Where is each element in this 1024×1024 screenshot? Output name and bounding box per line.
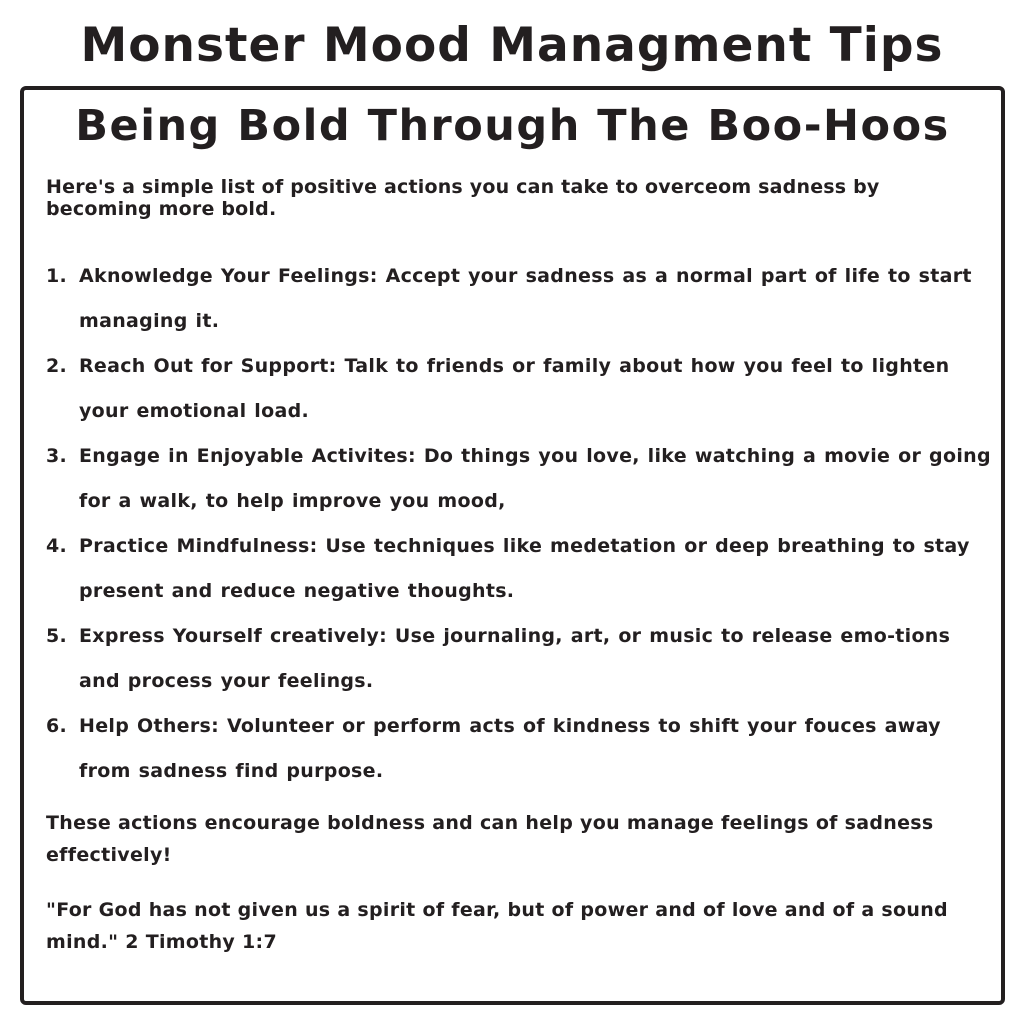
tip-item	[46, 344, 991, 434]
tip-text: Practice Mindfulness: Use techniques like medetation or deep breathing to stay present and reduce negative thoughts.	[79, 535, 970, 602]
tips-list	[46, 254, 991, 794]
tip-item	[46, 524, 991, 614]
tip-number: 3.	[46, 445, 68, 467]
tip-number: 4.	[46, 535, 68, 557]
intro-text: Here's a simple list of positive actions you can take to overceom sadness by becoming more bold.	[46, 176, 880, 220]
tip-number: 1.	[46, 265, 68, 287]
tip-text: Express Yourself creatively: Use journaling, art, or music to release emo-tions and process your feelings.	[79, 625, 951, 692]
page-title: Monster Mood Managment Tips	[80, 18, 944, 73]
card-subtitle: Being Bold Through The Boo-Hoos	[75, 101, 950, 151]
tip-item	[46, 434, 991, 524]
scripture-quote: "For God has not given us a spirit of fear, but of power and of love and of a sound mind." 2 Timothy 1:7	[46, 899, 948, 953]
tip-number: 2.	[46, 355, 68, 377]
tip-item	[46, 254, 991, 344]
tip-item	[46, 704, 991, 794]
tips-card	[20, 86, 1005, 1005]
tip-text: Help Others: Volunteer or perform acts of kindness to shift your fouces away from sadness find purpose.	[79, 715, 941, 782]
outro-text: These actions encourage boldness and can help you manage feelings of sadness effectively!	[46, 812, 934, 866]
tip-text: Engage in Enjoyable Activites: Do things you love, like watching a movie or going for a walk, to help improve you mood,	[79, 445, 991, 512]
tip-text: Aknowledge Your Feelings: Accept your sadness as a normal part of life to start managing it.	[79, 265, 972, 332]
tip-number: 5.	[46, 625, 68, 647]
tip-item	[46, 614, 991, 704]
tip-number: 6.	[46, 715, 68, 737]
tip-text: Reach Out for Support: Talk to friends or family about how you feel to lighten your emotional load.	[79, 355, 950, 422]
